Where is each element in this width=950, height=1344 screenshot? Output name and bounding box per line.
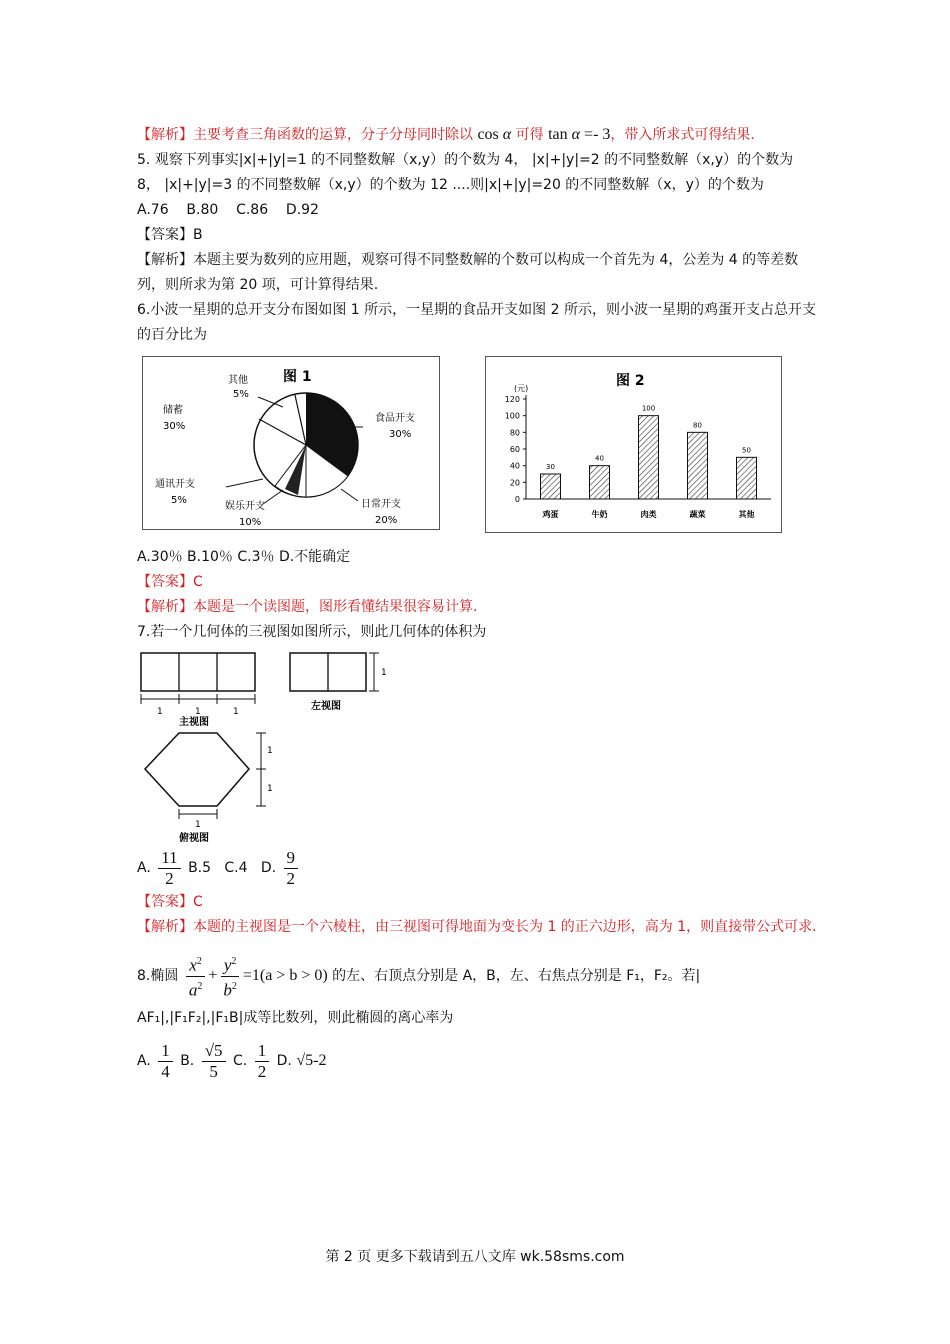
q8-frac-x: $\frac{x^2}{a^2}$ bbox=[186, 952, 206, 1000]
q7-option-a-frac: $\frac{11}{2}$ bbox=[158, 848, 180, 889]
q7-answer: 【答案】C bbox=[137, 894, 203, 910]
q7-options: A. $\frac{11}{2}$ B.5 C.4 D. $\frac{9}{2}$ bbox=[137, 846, 817, 890]
q7-option-d-frac: $\frac{9}{2}$ bbox=[284, 848, 299, 889]
q8-option-a: $\frac{1}{4}$ bbox=[158, 1041, 173, 1082]
q8-options: A. $\frac{1}{4}$ B. $\frac{√5}{5}$ C. $\frac{1}{2}$ D. √5-2 bbox=[137, 1040, 327, 1081]
svg-text:1: 1 bbox=[267, 784, 273, 794]
q8-option-b: $\frac{√5}{5}$ bbox=[202, 1041, 226, 1082]
figure-1-pie bbox=[142, 356, 440, 530]
q5-analysis: 【解析】本题主要为数列的应用题，观察可得不同整数解的个数可以构成一个首先为 4，公差为 4 的等差数列，则所求为第 20 项，可计算得结果. bbox=[137, 252, 799, 293]
svg-text:1: 1 bbox=[381, 668, 387, 678]
q5-answer: 【答案】B bbox=[137, 227, 203, 243]
q8-option-d: √5-2 bbox=[296, 1052, 327, 1070]
bar-chart-svg bbox=[486, 357, 781, 532]
q8-stem-line2: AF₁|,|F₁F₂|,|F₁B|成等比数列，则此椭圆的离心率为 bbox=[137, 1010, 454, 1027]
svg-text:1: 1 bbox=[267, 746, 273, 756]
q4-tan-expr: tan α =- 3 bbox=[548, 126, 611, 143]
q8-frac-y: $\frac{y^2}{b^2}$ bbox=[220, 952, 240, 1000]
q7-three-views bbox=[137, 651, 817, 846]
q7-stem: 7.若一个几何体的三视图如图所示，则此几何体的体积为 bbox=[137, 624, 487, 640]
category-label: 肉类 bbox=[640, 510, 657, 519]
svg-text:1: 1 bbox=[195, 820, 201, 830]
q4-analysis-end: ，带入所求式可得结果. bbox=[610, 127, 755, 143]
y-tick-label: 60 bbox=[509, 445, 520, 454]
y-tick-label: 100 bbox=[504, 411, 520, 421]
q6-figures bbox=[137, 356, 817, 541]
bar-title: 图 2 bbox=[616, 373, 645, 389]
pie-label-food: 食品开支 bbox=[375, 413, 415, 424]
three-view-svg bbox=[137, 651, 397, 846]
bar-value-label: 50 bbox=[742, 446, 751, 455]
q4-cos-expr: cos α bbox=[477, 126, 512, 143]
y-tick-label: 120 bbox=[504, 395, 520, 404]
q6-analysis: 【解析】本题是一个读图题，图形看懂结果很容易计算. bbox=[137, 599, 478, 615]
side-view-label: 左视图 bbox=[311, 701, 341, 712]
pie-label-comm: 通讯开支 bbox=[155, 479, 195, 490]
bar-value-label: 80 bbox=[693, 421, 702, 430]
bar bbox=[590, 466, 610, 499]
q6-answer: 【答案】C bbox=[137, 574, 203, 590]
q4-analysis-text: 【解析】主要考查三角函数的运算，分子分母同时除以 bbox=[137, 127, 473, 143]
page-footer: 第 2 页 更多下载请到五八文库 wk.58sms.com bbox=[325, 1249, 625, 1265]
bar-ylabel: (元) bbox=[514, 384, 529, 393]
y-tick-label: 0 bbox=[514, 495, 520, 504]
category-label: 鸡蛋 bbox=[542, 510, 559, 519]
y-tick-label: 40 bbox=[509, 461, 520, 471]
q4-analysis bbox=[137, 122, 817, 148]
figure-2-bar bbox=[485, 356, 782, 533]
bar bbox=[541, 474, 561, 499]
q5-options: A.76 B.80 C.86 D.92 bbox=[137, 202, 319, 218]
q4-analysis-mid: 可得 bbox=[515, 127, 544, 143]
y-tick-label: 80 bbox=[509, 428, 520, 438]
q6-options: A.30％ B.10％ C.3％ D.不能确定 bbox=[137, 549, 351, 565]
pie-pct-food: 30% bbox=[389, 429, 412, 440]
bar bbox=[737, 457, 757, 499]
pie-chart-svg bbox=[143, 357, 439, 529]
front-view-label: 主视图 bbox=[179, 717, 209, 728]
category-label: 其他 bbox=[738, 510, 755, 519]
pie-label-other: 其他 bbox=[228, 375, 248, 386]
q5-stem: 5. 观察下列事实|x|+|y|=1 的不同整数解（x,y）的个数为 4， |x|+|y|=2 的不同整数解（x,y）的个数为 8， |x|+|y|=3 的不同整数解（x,y）的个数为 12 ....则|x|+|y|=20 的不同整数解（x，y）的个数为 bbox=[137, 152, 794, 193]
q6-stem: 6.小波一星期的总开支分布图如图 1 所示，一星期的食品开支如图 2 所示，则小波一星期的鸡蛋开支占总开支的百分比为 bbox=[137, 302, 816, 343]
pie-pct-other: 5% bbox=[233, 389, 249, 400]
bar bbox=[688, 432, 708, 499]
q8-stem: 8.椭圆 $\frac{x^2}{a^2}$ + $\frac{y^2}{b^2}$ =1(a > b > 0) 的左、右顶点分别是 A，B，左、右焦点分别是 F₁，F₂。若| bbox=[137, 952, 817, 1000]
top-view-label: 俯视图 bbox=[179, 833, 209, 844]
pie-pct-savings: 30% bbox=[163, 421, 186, 432]
pie-label-entertainment: 娱乐开支 bbox=[225, 501, 265, 512]
svg-text:1: 1 bbox=[233, 707, 239, 717]
pie-label-daily: 日常开支 bbox=[361, 499, 401, 510]
bar bbox=[639, 416, 659, 499]
y-tick-label: 20 bbox=[509, 478, 520, 488]
category-label: 蔬菜 bbox=[689, 510, 706, 519]
svg-text:1: 1 bbox=[157, 707, 163, 717]
category-label: 牛奶 bbox=[591, 510, 608, 519]
bar-value-label: 40 bbox=[595, 454, 604, 463]
bar-value-label: 100 bbox=[641, 404, 656, 413]
pie-pct-comm: 5% bbox=[171, 495, 187, 506]
pie-title: 图 1 bbox=[283, 369, 312, 385]
q8-option-c: $\frac{1}{2}$ bbox=[255, 1041, 270, 1082]
pie-label-savings: 储蓄 bbox=[163, 405, 183, 416]
page-body bbox=[137, 118, 817, 1083]
pie-pct-entertainment: 10% bbox=[239, 517, 262, 528]
svg-text:1: 1 bbox=[195, 707, 201, 717]
pie-pct-daily: 20% bbox=[375, 515, 398, 526]
bar-value-label: 30 bbox=[546, 463, 555, 471]
q7-analysis: 【解析】本题的主视图是一个六棱柱，由三视图可得地面为变长为 1 的正六边形，高为 1，则直接带公式可求. bbox=[137, 919, 817, 935]
